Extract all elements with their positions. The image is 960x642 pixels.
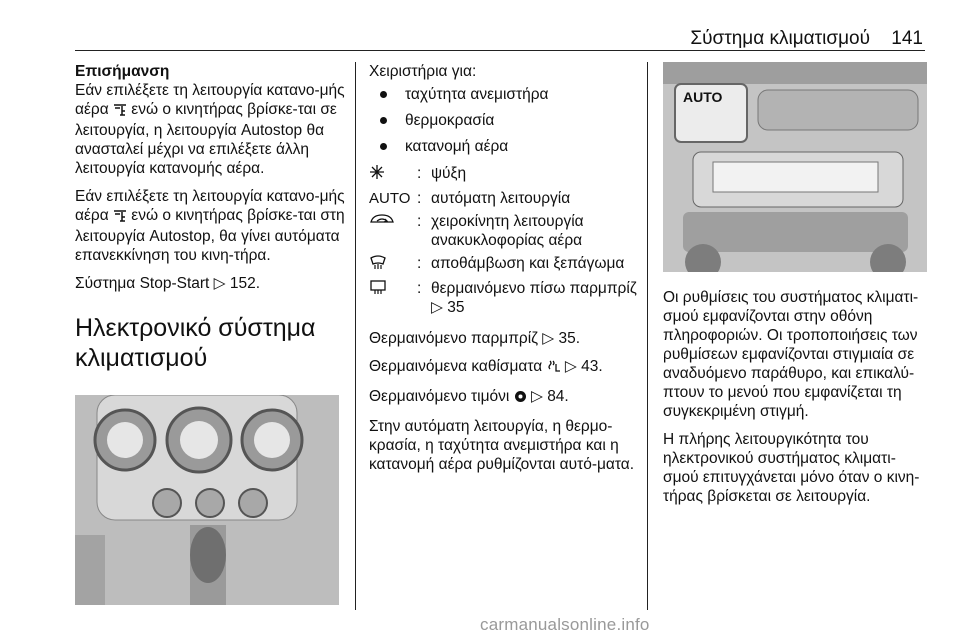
legend-desc-rear-heater-text: θερμαινόμενο πίσω παρμπρίζ: [431, 280, 637, 297]
column-divider-right: [647, 62, 648, 610]
notice-paragraph-1: [75, 81, 345, 178]
legend-desc-rear-heater: [431, 279, 645, 317]
heated-windscreen-text: Θερμαινόμενο παρμπρίζ: [369, 330, 538, 347]
symbol-legend: [369, 164, 645, 317]
column-1: [75, 62, 345, 605]
climate-panel-photo: [75, 395, 339, 605]
heated-windscreen-ref: [369, 329, 645, 348]
heated-steering-ref: [369, 387, 645, 408]
legend-colon: :: [417, 213, 422, 230]
recirculation-icon: [369, 212, 417, 250]
reference-arrow-icon: ▷: [542, 330, 555, 347]
rear-window-heater-icon: [369, 279, 417, 317]
column-3: [663, 62, 931, 515]
column-divider-left: [355, 62, 356, 610]
list-item: θερμοκρασία: [369, 111, 645, 130]
notice-p2-text-a: Εάν επιλέξετε τη λειτουργία κατανο-μής αέρα: [75, 188, 345, 224]
heated-steering-text: Θερμαινόμενο τιμόνι: [369, 388, 510, 405]
column-2: [369, 62, 645, 483]
auto-label: AUTO: [683, 89, 723, 105]
notice-p1-text-a: Εάν επιλέξετε τη λειτουργία κατανο-μής αέρα: [75, 82, 345, 118]
heated-windscreen-page-ref[interactable]: 35.: [558, 330, 581, 347]
legend-desc-recirculation: χειροκίνητη λειτουργία ανακυκλοφορίας αέρα: [431, 213, 584, 249]
controls-intro: Χειριστήρια για:: [369, 63, 477, 80]
full-functionality-paragraph: Η πλήρης λειτουργικότητα του ηλεκτρονικού συστήματος κλιματι-σμού επιτυγχάνεται μόνο όταν ο κινη-τήρας βρίσκεται σε λειτουργία.: [663, 431, 920, 505]
legend-symbol-auto: AUTO: [369, 190, 411, 207]
legend-colon: :: [417, 190, 422, 207]
notice-p2-text-b: ενώ ο κινητήρας βρίσκε-ται στη λειτουργία Autostop, θα γίνει αυτόματα επανεκκίνηση του κινη-τήρα.: [75, 207, 345, 264]
stop-start-page-ref[interactable]: 152.: [229, 275, 261, 292]
legend-colon: :: [417, 280, 422, 297]
heated-seats-page-ref[interactable]: 43.: [581, 358, 603, 375]
display-settings-paragraph: Οι ρυθμίσεις του συστήματος κλιματι-σμού εμφανίζονται στην οθόνη πληροφοριών. Οι τροποποιήσεις των ρυθμίσεων εμφανίζονται στιγμιαία σε αναδυόμενο παράθυρο, και επικαλύ-πτουν το μενού που εμφανίζεται τη συγκεκριμένη στιγμή.: [663, 289, 919, 420]
list-item: κατανομή αέρα: [369, 137, 645, 156]
reference-arrow-icon: ▷: [213, 275, 226, 292]
reference-arrow-icon: ▷: [564, 358, 577, 375]
notice-title: Επισήμανση: [75, 63, 170, 80]
controls-list: [369, 85, 645, 156]
watermark: carmanualsonline.info: [480, 615, 650, 634]
notice-p1-text-b: ενώ ο κινητήρας βρίσκε-ται σε λειτουργία, η λειτουργία Autostop θα ανασταλεί μέχρι να επιλέξετε άλλη λειτουργία κατανομής αέρα.: [75, 101, 337, 177]
windscreen-defrost-seat-icon: [113, 208, 127, 227]
legend-desc-defrost: αποθάμβωση και ξεπάγωμα: [431, 255, 625, 272]
heated-seat-icon: [547, 359, 561, 378]
legend-colon: :: [417, 255, 422, 272]
heated-steering-wheel-icon: [514, 389, 527, 408]
page-header-title: Σύστημα κλιματισμού: [690, 28, 870, 49]
auto-button-photo: [663, 62, 927, 272]
stop-start-reference: [75, 274, 345, 293]
heated-seats-text: Θερμαινόμενα καθίσματα: [369, 358, 543, 375]
heated-seats-ref: [369, 357, 645, 378]
reference-arrow-icon: ▷: [431, 299, 443, 316]
header-rule: [75, 50, 925, 51]
page-number: 141: [891, 28, 923, 49]
snowflake-icon: [369, 164, 417, 185]
section-heading: Ηλεκτρονικό σύστημα κλιματισμού: [75, 314, 316, 372]
list-item: ταχύτητα ανεμιστήρα: [369, 85, 645, 104]
windscreen-defrost-seat-icon: [113, 102, 127, 121]
notice-paragraph-2: [75, 187, 345, 265]
legend-colon: :: [417, 165, 422, 182]
auto-mode-paragraph: Στην αυτόματη λειτουργία, η θερμο-κρασία, η ταχύτητα ανεμιστήρα και η κατανομή αέρα ρυθμίζονται αυτό-ματα.: [369, 418, 635, 473]
reference-arrow-icon: ▷: [530, 388, 543, 405]
legend-desc-auto: αυτόματη λειτουργία: [431, 190, 571, 207]
heated-steering-page-ref[interactable]: 84.: [547, 388, 569, 405]
defrost-icon: [369, 254, 417, 275]
rear-heater-page-ref[interactable]: 35: [447, 299, 465, 316]
legend-desc-cooling: ψύξη: [431, 165, 467, 182]
stop-start-text: Σύστημα Stop-Start: [75, 275, 210, 292]
